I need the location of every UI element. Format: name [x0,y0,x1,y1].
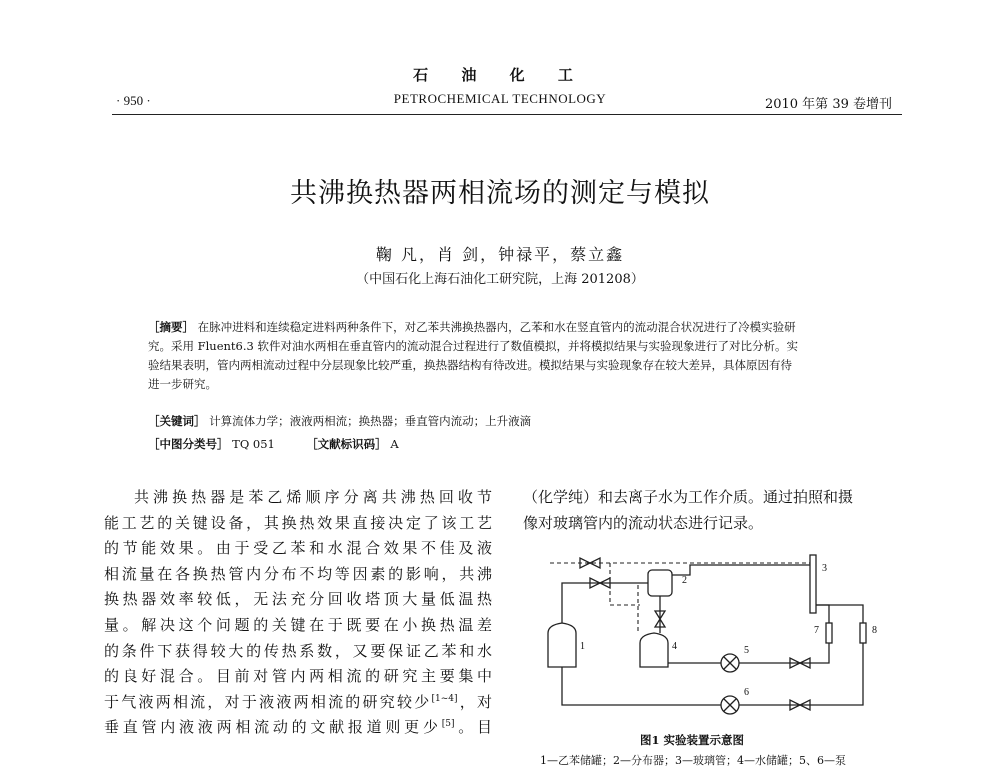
label-2: 2 [682,575,687,586]
label-4: 4 [672,641,677,652]
journal-name-cn: 石 油 化 工 [413,66,587,84]
label-8: 8 [872,625,877,636]
body-line: 的良好混合。目前对管内两相流的研究主要集中 [104,667,492,686]
body-line-with-ref: 于气液两相流，对于液液两相流的研究较少[1~4]，对 [104,692,492,711]
article-authors: 鞠 凡，肖 剑，钟禄平，蔡立鑫 [375,245,625,264]
body-left-column [104,485,492,741]
body-line: 量。解决这个问题的关键在于既要在小换热温差 [104,615,492,634]
body-line: 换热器效率较低，无法充分回收塔顶大量低温热 [104,590,492,609]
body-right-column [523,485,911,536]
body-line: 共沸换热器是苯乙烯顺序分离共沸热回收节 [134,488,492,506]
classification [148,436,399,452]
journal-name-en: PETROCHEMICAL TECHNOLOGY [393,91,607,106]
rotameter-7 [826,623,832,643]
abstract-line-2: 究。采用 Fluent6.3 软件对油水两相在垂直管内的流动混合过程进行了数值模拟，并将模拟结果与实验现象进行了对比分析。实 [148,339,798,353]
label-1: 1 [580,641,585,652]
abstract [148,318,882,394]
abstract-line-3: 验结果表明，管内两相流动过程中分层现象比较严重，换热器结构有待改进。模拟结果与实验现象存在较大差异，具体原因有待 [148,358,792,372]
citation-ref: [1~4] [431,693,458,704]
issue-info: 2010 年第 39 卷增刊 [764,97,892,112]
body-line: 能工艺的关键设备，其换热效果直接决定了该工艺 [104,513,492,532]
body-line: 像对玻璃管内的流动状态进行记录。 [523,513,764,532]
keywords-text: 计算流体力学；液液两相流；换热器；垂直管内流动；上升液滴 [209,414,532,428]
vessel-4 [640,633,668,667]
label-3: 3 [822,563,827,574]
keywords-label: ［关键词］ [148,414,206,428]
glass-tube-3 [810,555,816,613]
figure-legend: 1—乙苯储罐；2—分布器；3—玻璃管；4—水储罐；5、6—泵 [540,754,846,767]
body-line: 的条件下获得较大的传热系数，又要保证乙苯和水 [104,641,492,660]
vessel-1 [548,623,576,667]
doc-code-value: A [390,437,399,451]
abstract-label: ［摘要］ [148,320,194,334]
label-5: 5 [744,645,749,656]
header-rule [112,114,902,115]
valve [580,558,600,568]
apparatus-schematic [540,545,900,730]
label-6: 6 [744,687,749,698]
distributor-2 [648,570,672,596]
citation-ref: [5] [441,719,455,730]
rotameter-8 [860,623,866,643]
abstract-line-1: ［摘要］ 在脉冲进料和连续稳定进料两种条件下，对乙苯共沸换热器内，乙苯和水在竖直管内的流动混合状况进行了冷模实验研 [148,320,796,334]
body-line: 相流量在各换热管内分布不均等因素的影响，共沸 [104,564,492,583]
body-line: （化学纯）和去离子水为工作介质。通过拍照和摄 [523,488,854,506]
body-line: 的节能效果。由于受乙苯和水混合效果不佳及液 [104,539,492,558]
doc-code-label: ［文献标识码］ [306,437,387,451]
keywords [148,413,531,429]
clc-label: ［中图分类号］ [148,437,229,451]
clc-value: TQ 051 [232,437,275,451]
label-7: 7 [814,625,819,636]
article-affiliation: （中国石化上海石油化工研究院，上海 201208） [356,272,644,287]
abstract-line-4: 进一步研究。 [148,377,217,391]
page-number: · 950 · [116,93,151,108]
figure-caption: 图1 实验装置示意图 [640,733,745,747]
article-title: 共沸换热器两相流场的测定与模拟 [290,178,710,209]
body-line-with-ref: 垂直管内液液两相流动的文献报道则更少[5]。目 [104,718,492,737]
